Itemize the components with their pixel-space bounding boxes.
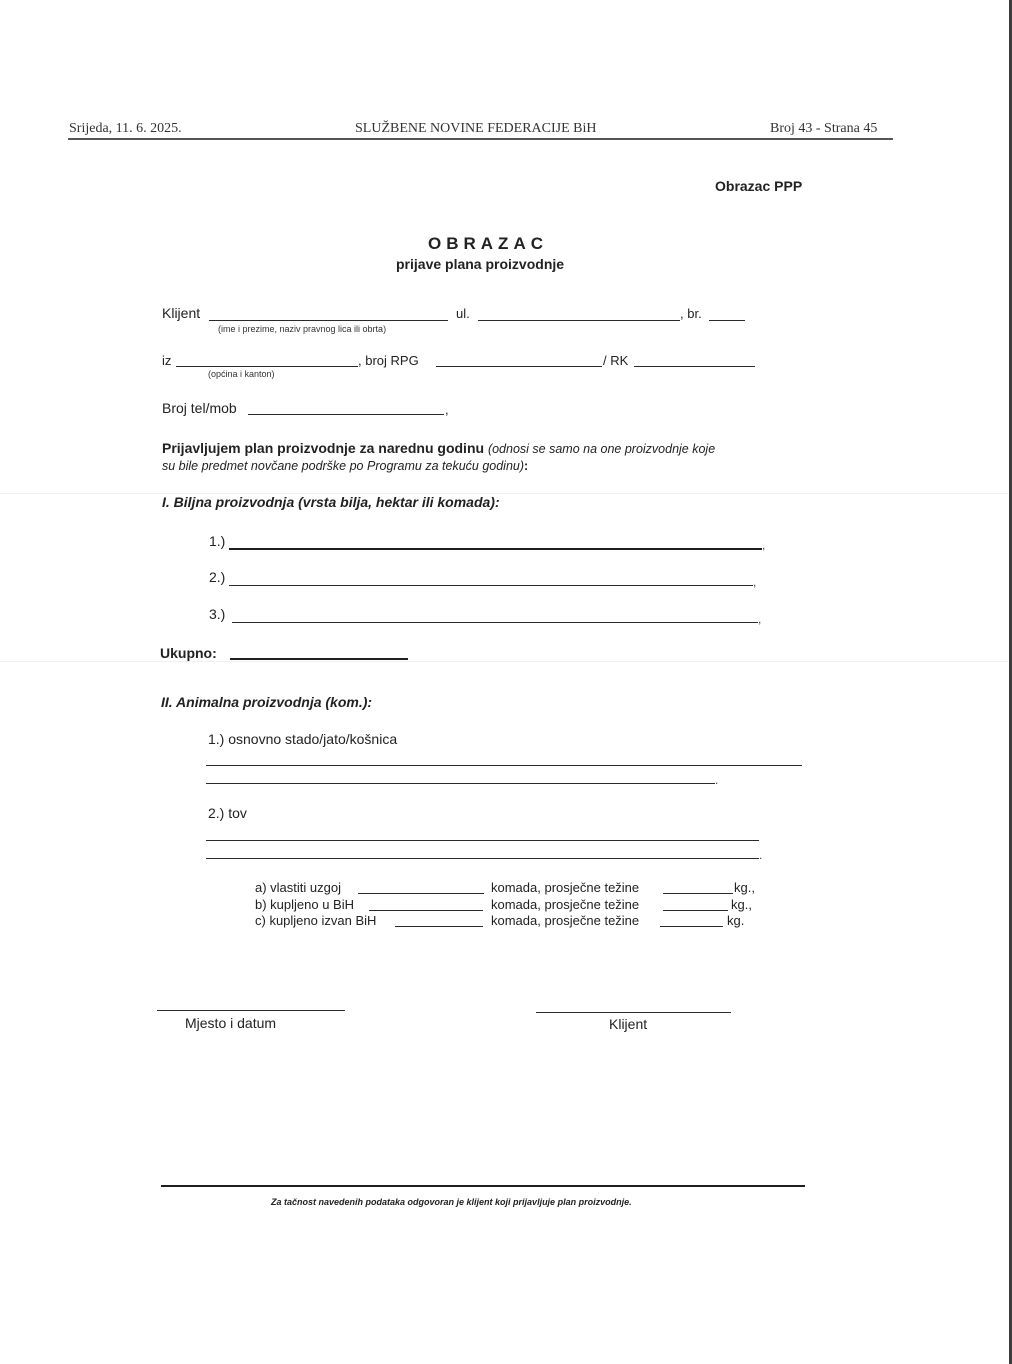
plant-item-3-comma: , xyxy=(758,612,762,626)
total-input-line[interactable] xyxy=(230,658,408,660)
scan-artifact xyxy=(0,661,1008,662)
declaration-italic-2: su bile predmet novčane podrške po Programu za tekuću godinu) xyxy=(162,459,525,473)
animal-item-2-label: 2.) tov xyxy=(208,805,247,821)
header-publication: SLUŽBENE NOVINE FEDERACIJE BiH xyxy=(355,121,597,136)
declaration-line2 xyxy=(162,459,528,473)
sub-b-unit: komada, prosječne težine xyxy=(491,897,640,912)
rpg-label: , broj RPG xyxy=(358,353,419,368)
street-input-line[interactable] xyxy=(478,320,680,321)
footnote-rule xyxy=(161,1185,805,1187)
house-number-input-line[interactable] xyxy=(709,320,745,321)
rpg-input-line[interactable] xyxy=(436,366,602,367)
sub-c-kg: kg. xyxy=(727,913,745,928)
declaration-line1 xyxy=(162,440,715,456)
plant-item-3-label: 3.) xyxy=(209,606,226,622)
street-label: ul. xyxy=(456,306,470,321)
sub-b-kg: kg., xyxy=(731,897,752,912)
sub-c-weight-line[interactable] xyxy=(660,926,723,927)
animal-item-1-label: 1.) osnovno stado/jato/košnica xyxy=(208,731,398,747)
animal-item-1-input-line-2[interactable] xyxy=(206,783,715,784)
section1-heading: I. Biljna proizvodnja (vrsta bilja, hektar ili komada): xyxy=(162,494,500,510)
declaration-colon: : xyxy=(524,459,529,473)
form-subtitle: prijave plana proizvodnje xyxy=(396,256,565,272)
br-label: , br. xyxy=(680,306,702,321)
sub-b-count-line[interactable] xyxy=(369,910,483,911)
municipality-input-line[interactable] xyxy=(176,366,358,367)
sub-c-count-line[interactable] xyxy=(395,926,483,927)
scan-artifact xyxy=(0,493,1008,494)
sub-c-label: c) kupljeno izvan BiH xyxy=(255,913,377,928)
animal-item-1-period: . xyxy=(715,773,719,787)
rk-input-line[interactable] xyxy=(634,366,755,367)
plant-item-2-label: 2.) xyxy=(209,569,226,585)
form-code: Obrazac PPP xyxy=(715,178,803,194)
phone-comma: , xyxy=(445,402,449,417)
footnote-text: Za tačnost navedenih podataka odgovoran je klijent koji prijavljuje plan proizvodnje. xyxy=(271,1197,632,1207)
declaration-bold: Prijavljujem plan proizvodnje za narednu godinu xyxy=(162,440,485,456)
header-page-ref: Broj 43 - Strana 45 xyxy=(770,121,878,136)
plant-item-2-comma: , xyxy=(753,575,757,589)
client-signature-line[interactable] xyxy=(536,1012,731,1013)
header-rule xyxy=(68,138,893,140)
animal-item-2-input-line-1[interactable] xyxy=(206,840,759,841)
client-label: Klijent xyxy=(162,305,201,321)
client-signature-label: Klijent xyxy=(609,1016,648,1032)
sub-a-label: a) vlastiti uzgoj xyxy=(255,880,341,895)
client-input-line[interactable] xyxy=(209,320,448,321)
sub-b-weight-line[interactable] xyxy=(663,910,728,911)
sub-a-count-line[interactable] xyxy=(358,893,484,894)
animal-item-2-period: . xyxy=(759,848,763,862)
phone-label: Broj tel/mob xyxy=(162,400,237,416)
sub-a-weight-line[interactable] xyxy=(663,893,733,894)
client-hint: (ime i prezime, naziv pravnog lica ili obrta) xyxy=(218,324,387,334)
plant-item-1-label: 1.) xyxy=(209,533,226,549)
from-label: iz xyxy=(162,353,172,368)
sub-b-label: b) kupljeno u BiH xyxy=(255,897,354,912)
from-hint: (općina i kanton) xyxy=(208,369,275,379)
animal-item-1-input-line-1[interactable] xyxy=(206,765,802,766)
plant-item-3-input-line[interactable] xyxy=(232,622,758,623)
header-date: Srijeda, 11. 6. 2025. xyxy=(69,121,182,136)
plant-item-1-comma: , xyxy=(762,538,766,552)
place-date-label: Mjesto i datum xyxy=(185,1015,277,1031)
sub-c-unit: komada, prosječne težine xyxy=(491,913,640,928)
animal-item-2-input-line-2[interactable] xyxy=(206,858,759,859)
sub-a-unit: komada, prosječne težine xyxy=(491,880,640,895)
declaration-italic-1: (odnosi se samo na one proizvodnje koje xyxy=(487,442,716,456)
form-title: OBRAZAC xyxy=(428,234,548,253)
total-label: Ukupno: xyxy=(160,645,217,661)
place-date-signature-line[interactable] xyxy=(157,1010,345,1011)
section2-heading: II. Animalna proizvodnja (kom.): xyxy=(161,694,373,710)
plant-item-2-input-line[interactable] xyxy=(229,585,753,586)
plant-item-1-input-line[interactable] xyxy=(229,548,762,550)
sub-a-kg: kg., xyxy=(734,880,755,895)
rk-label: / RK xyxy=(603,353,629,368)
phone-input-line[interactable] xyxy=(248,414,444,415)
